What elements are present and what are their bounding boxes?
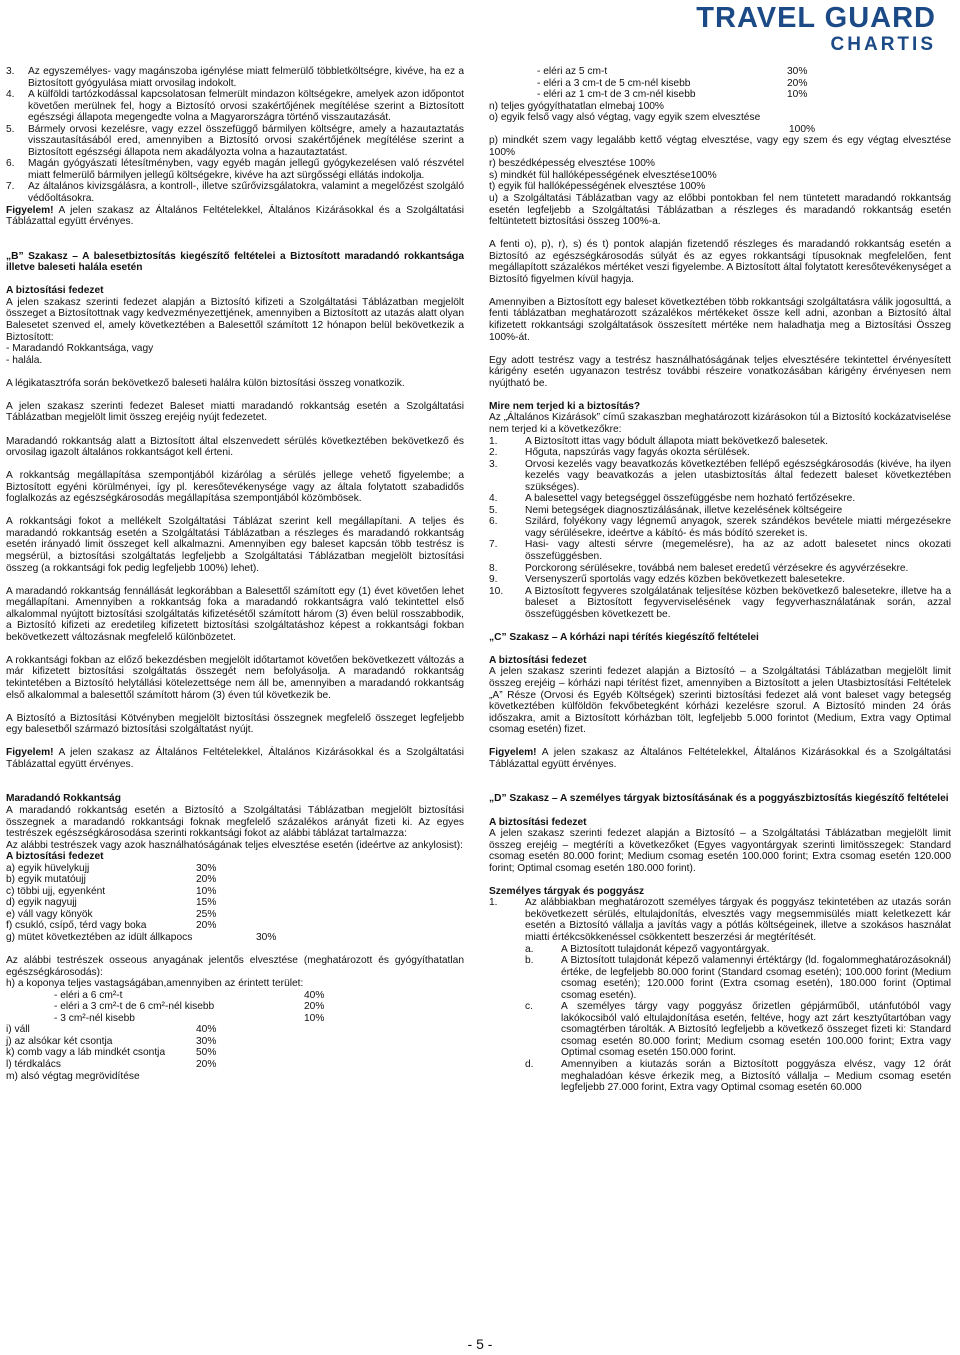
paragraph: - halála. xyxy=(6,354,43,366)
paragraph: h) a koponya teljes vastagságában,amennyiben az érintett terület: xyxy=(6,978,304,990)
section-b-title: „B” Szakasz – A balesetbiztosítás kiegészítő feltételei a Biztosított maradandó rokkantsága illetve baleseti halála esetén xyxy=(6,250,464,274)
section-c-title: „C” Szakasz – A kórházi napi térítés kiegészítő feltételei xyxy=(489,631,759,643)
table-row: u) a Szolgáltatási Táblázatban vagy az előbbi pontokban fel nem tüntetett maradandó rokkantság esetén legfeljebb a Szolgáltatási Táblázatban a részleges és maradandó rokkantság esetén feltüntetett biztosítási összeg 100%-a. xyxy=(489,193,951,228)
notice: Figyelem! A jelen szakasz az Általános Feltételekkel, Általános Kizárásokkal és a Szolgáltatási Táblázattal együtt érvényes. xyxy=(489,747,951,770)
table-row: p) mindkét szem vagy legalább kettő végtag elvesztése, vagy egy szem és egy végtag elvesztése 100% xyxy=(489,135,951,158)
table-row: k) comb vagy a láb mindkét csontja 50% xyxy=(6,1047,217,1059)
table-row: n) teljes gyógyíthatatlan elmebaj 100% xyxy=(489,100,664,112)
right-column xyxy=(489,66,951,1094)
paragraph: A rokkantsági fokot a mellékelt Szolgáltatási Táblázat szerint kell megállapítani. A teljes és maradandó rokkantság esetén a Szolgáltatási Táblázatban a részleges és maradandó rokkantság esetén irányadó limit összeget kell alkalmazni. Amennyiben egy baleset kapcsán több testrész is megsérül, a biztosítási szolgáltatás legfeljebb a Szolgáltatási Táblázatban megjelölt biztosítási összeg (a rokkantsági fok pedig legfeljebb 100%) lehet). xyxy=(6,516,464,574)
subheading: Maradandó Rokkantság xyxy=(6,793,121,805)
logo-line1: TRAVEL GUARD xyxy=(696,2,936,34)
paragraph: Amennyiben a Biztosított egy baleset következtében több rokkantsági szolgáltatásra válik jogosulttá, a fenti táblázatban meghatározott százalékos mértékeket össze kell adni, azonban a Biztosító által kifizetett rokkantsági szolgáltatások összesített mértéke nem haladhatja meg a Biztosítási Összeg 100%-át. xyxy=(489,296,951,343)
table-row: - 3 cm²-nél kisebb 10% xyxy=(54,1012,325,1024)
list-item: d. Amennyiben a kiutazás során a Biztosított poggyásza elvész, vagy 12 órát meghaladóan késve érkezik meg, a Biztosító vállalja – Medium csomag esetén legfeljebb 27.000 forint, Extra vagy Optimal csomag esetén 60.000 xyxy=(525,1059,951,1094)
paragraph: Az alábbi testrészek vagy azok használhatóságának teljes elvesztése esetén (ideértve az ankylosist): xyxy=(6,839,463,851)
list-item: 4. A külföldi tartózkodással kapcsolatosan felmerült mindazon költségekre, amelyek azon időpontot követően merülnek fel, hogy a Biztosító orvosi szakértőjének megítélése szerint a Biztosított egészségi állapota megengedte volna a Magyarországra történő visszautazását. xyxy=(6,89,464,124)
list-item: 3. Az egyszemélyes- vagy magánszoba igénylése miatt felmerülő többletköltségre, kivéve, ha ez a Biztosított gyógyulása miatt orvosilag indokolt. xyxy=(6,66,464,89)
list-item: 6. Magán gyógyászati létesítményben, vagy egyéb magán jellegű gyógykezelésen való részvétel miatt felmerülő bármilyen jellegű költségekre, kivéve ha azt sürgősségi ellátás indokolja. xyxy=(6,158,464,181)
paragraph: - Maradandó Rokkantsága, vagy xyxy=(6,343,154,355)
table-row: c) többi ujj, egyenként 10% xyxy=(6,885,217,897)
paragraph: A rokkantság megállapítása szempontjából kizárólag a sérülés jellege vehető figyelembe; a Biztosított egyéni körülményei, így pl. keresőtevékenysége vagy az általa folytatott szabadidős foglalkozás az egészségkárosodás megállapítása szempontjából közömbösek. xyxy=(6,470,464,505)
table-row: l) térdkalács 20% xyxy=(6,1059,217,1071)
notice: Figyelem! A jelen szakasz az Általános Feltételekkel, Általános Kizárásokkal és a Szolgáltatási Táblázattal együtt érvényes. xyxy=(6,747,464,770)
table-row: s) mindkét fül hallóképességének elvesztése100% xyxy=(489,169,717,181)
left-column xyxy=(6,66,464,1082)
list-item: 8. Porckorong sérülésekre, továbbá nem baleset eredetű vérzésekre és agyvérzésekre. xyxy=(489,562,909,574)
list-item: 10. A Biztosított fegyveres szolgálatának teljesítése közben bekövetkező balesetekre, illetve ha a baleset a Biztosított fegyverviselésének vagy fegyverhasználatának során, azzal összefüggésben következett be. xyxy=(489,585,951,620)
list-item: 9. Versenyszerű sportolás vagy edzés közben bekövetkezett balesetekre. xyxy=(489,574,845,586)
travel-guard-logo xyxy=(696,2,936,56)
paragraph: A fenti o), p), r), s) és t) pontok alapján fizetendő részleges és maradandó rokkantság esetén a Biztosító az egészségkárosodás súlyát és az egyes rokkantsági típusoknak megfelelően, fent megállapított százalékos mértéket veszi figyelembe. A Biztosított által folytatott keresőtevékenységet a Biztosító figyelmen kívül hagyja. xyxy=(489,239,951,285)
logo-line2: CHARTIS xyxy=(830,34,936,55)
paragraph: A légikatasztrófa során bekövetkező baleseti halálra külön biztosítási összeg vonatkozik. xyxy=(6,377,405,389)
table-row: j) az alsókar két csontja 30% xyxy=(6,1035,217,1047)
list-item: 2. Hőguta, napszúrás vagy fagyás okozta sérülések. xyxy=(489,447,750,459)
table-row: - eléri a 6 cm²-t 40% xyxy=(54,989,325,1001)
list-item: 1. A Biztosított ittas vagy bódult állapota miatt bekövetkező balesetek. xyxy=(489,435,828,447)
list-item: 4. A balesettel vagy betegséggel összefüggésbe nem hozható fertőzésekre. xyxy=(489,493,856,505)
page-number: - 5 - xyxy=(467,1336,493,1352)
paragraph: A rokkantsági fokban az előző bekezdésben megjelölt időtartamot követően bekövetkezett változás a már kifizetett biztosítási szolgáltatás összegét nem befolyásolja. A maradandó rokkantság tekintetében a Biztosító helytállási kötelezettsége nem áll be, amennyiben a maradandó rokkantság első alkalommal a balesettől számított három (3) éven túl következik be. xyxy=(6,654,464,701)
table-row: a) egyik hüvelykujj 30% xyxy=(6,862,217,874)
list-item: c. A személyes tárgy vagy poggyász őrizetlen gépjárműből, utánfutóból vagy lakókocsiból való eltulajdonítása esetén, feltéve, hogy azt zárt kesztyűtartóban vagy csomagtérben tárolták. A Biztosító legfeljebb a következő összeget fizeti ki: Standard csomag esetén 80.000 forint; Medium csomag esetén 100.000 forint; Extra vagy Optimal csomag esetén 150.000 forint. xyxy=(525,1001,951,1059)
table-row: t) egyik fül hallóképességének elvesztése 100% xyxy=(489,181,706,193)
section-d-title: „D” Szakasz – A személyes tárgyak biztosításának és a poggyászbiztosítás kiegészítő feltételei xyxy=(489,793,949,805)
subheading: A biztosítási fedezet xyxy=(6,285,104,297)
table-row: - eléri az 1 cm-t de 3 cm-nél kisebb 10% xyxy=(537,89,808,101)
list-item: 5. Bármely orvosi kezelésre, vagy ezzel összefüggő bármilyen költségre, amely a hazautaztatás visszautasításából ered, amennyiben a Biztosító orvosi szakértőjének megítélése szerint a Biztosított egészségi állapota nem akadályozta volna a hazautaztatást. xyxy=(6,123,464,158)
table-row: d) egyik nagyujj 15% xyxy=(6,897,217,909)
list-item: 3. Orvosi kezelés vagy beavatkozás következtében fellépő egészségkárosodás (kivéve, ha ilyen kezelés vagy beavatkozás a jelen utasbiztosítás által fedezett baleset következtében szükséges). xyxy=(489,458,951,493)
table-row: g) mütet következtében az idült állkapocs 30% xyxy=(6,932,277,944)
paragraph: Az alábbi testrészek osseous anyagának jelentős elvesztése (meghatározott és gyógyíthatatlan egészségkárosodás): xyxy=(6,955,464,978)
subheading: A biztosítási fedezet xyxy=(489,816,587,828)
subheading: A biztosítási fedezet xyxy=(489,654,587,666)
table-row: r) beszédképesség elvesztése 100% xyxy=(489,158,655,170)
table-row: - eléri a 3 cm²-t de 6 cm²-nél kisebb 20% xyxy=(54,1001,325,1013)
table-row: f) csukló, csípő, térd vagy boka 20% xyxy=(6,920,217,932)
table-row: o) egyik felső vagy alsó végtag, vagy egyik szem elvesztése xyxy=(489,112,761,124)
list-item: 5. Nemi betegségek diagnosztizálásának, illetve kezelésének költségeire xyxy=(489,504,843,516)
list-item: 7. Hasi- vagy altesti sérvre (megemelésre), ha az az adott balesetet nincs okozati összefüggésben. xyxy=(489,539,951,562)
notice: Figyelem! A jelen szakasz az Általános Feltételekkel, Általános Kizárásokkal és a Szolgáltatási Táblázattal együtt érvényes. xyxy=(6,204,464,228)
table-row: - eléri a 3 cm-t de 5 cm-nél kisebb 20% xyxy=(537,77,808,89)
paragraph: Az „Általános Kizárások” című szakaszban meghatározott kizárásokon túl a Biztosító kockázatviselése nem terjed ki a következőkre: xyxy=(489,412,951,435)
table-row: b) egyik mutatóujj 20% xyxy=(6,874,217,886)
subheading: Személyes tárgyak és poggyász xyxy=(489,885,645,897)
paragraph: A jelen szakasz szerinti fedezet Baleset miatti maradandó rokkantság esetén a Szolgáltatási Táblázatban megjelölt limit összeg erejéig nyújt fedezetet. xyxy=(6,400,464,424)
list-item: a. A Biztosított tulajdonát képező vagyontárgyak. xyxy=(525,943,770,955)
paragraph: A maradandó rokkantság esetén a Biztosító a Szolgáltatási Táblázatban megjelölt biztosítási összegnek a maradandó rokkantsági foknak megfelelő százalékos arányát fizeti ki. Az egyes testrészek egészségkárosodása szerinti rokkantsági fokot az alábbi táblázat tartalmazza: xyxy=(6,805,464,840)
paragraph: A Biztosító a Biztosítási Kötvényben megjelölt biztosítási összegnek megfelelő összeget legfeljebb egy balesetből származó biztosítási szolgáltatást nyújt. xyxy=(6,712,464,736)
paragraph: A maradandó rokkantság fennállását legkorábban a Balesettől számított egy (1) évet követően lehet megállapítani. Amennyiben a rokkantság foka a maradandó rokkantságra való tekintettel első alkalommal nyújtott biztosítási szolgáltatás kifizetésétől számított három (3) éven belül rosszabbodik, a Biztosító kifizeti az eredetileg kifizetett biztosítási szolgáltatáshoz képest a rokkantsági fokban bekövetkezett változásnak megfelelő különbözetet. xyxy=(6,585,464,643)
paragraph: A jelen szakasz szerinti fedezet alapján a Biztosító kifizeti a Szolgáltatási Táblázatban megjelölt összeget a Biztosítottnak vagy kedvezményezettjének, amennyiben a Biztosított az utazás alatt olyan Balesetet szenved el, amely következtében a Balesettől számított 12 hónapon belül bekövetkezik a Biztosított: xyxy=(6,296,464,343)
table-row: 100% xyxy=(789,123,816,135)
paragraph: Egy adott testrész vagy a testrész használhatóságának teljes elvesztésére tekintettel érvényesített kárigény esetén ugyanazon testrész további részeire vonatkozásában kárigény érvényesen nem nyújtható be. xyxy=(489,354,951,389)
paragraph: A jelen szakasz szerinti fedezet alapján a Biztosító – a Szolgáltatási Táblázatban megjelölt limit összeg erejéig – kórházi napi térítést fizet, amennyiben a Biztosított a jelen Utasbiztosítási Feltételek „A” Része (Orvosi és Egyéb Költségek) szerinti biztosítási fedezet alá vont baleset vagy betegség következtében külföldön fekvőbetegként kórházi kezelésre szorul. A Biztosító minden 24 órás időszakra, amit a Biztosított kórházban tölt, legfeljebb 5.000 forintot (Medium, Extra vagy Optimal csomag esetén) fizet. xyxy=(489,666,951,736)
list-item: 1. Az alábbiakban meghatározott személyes tárgyak és poggyász tekintetében az utazás során bekövetkezett sérülés, eltulajdonítás, elvesztés vagy megsemmisülés miatt keletkezett kár esetén a Biztosító vállalja a javítás vagy a pótlás költségeinek, illetve a szokásos használat miatti értékcsökkenéssel csökkentett beszerzési ár megtérítését. xyxy=(489,897,951,944)
list-item: b. A Biztosított tulajdonát képező valamennyi értéktárgy (ld. fogalommeghatározásoknál) értéke, de legfeljebb 80.000 forint (Standard csomag esetén); 100.000 forint (Medium csomag esetén); 120.000 forint (Extra csomag esetén), 180.000 forint (Optimal csomag esetén). xyxy=(525,955,951,1001)
list-item: 7. Az általános kivizsgálásra, a kontroll-, illetve szűrővizsgálatokra, valamint a megelőzést szolgáló védőoltásokra. xyxy=(6,181,464,205)
table-row: m) alsó végtag megrövidítése xyxy=(6,1070,140,1082)
list-item: 6. Szilárd, folyékony vagy légnemű anyagok, szerek szándékos bevétele miatti mérgezésekre vagy sérülésekre, ideértve a kábító- és más bódító szereket is. xyxy=(489,516,951,539)
paragraph: A jelen szakasz szerinti fedezet alapján a Biztosító – a Szolgáltatási Táblázatban megjelölt limit összeg erejéig – megtéríti a következőket (Egyes vagyontárgyak szerinti limitösszegek: Standard csomag esetén 80.000 forint; Medium csomag esetén 100.000 forint; Extra csomag esetén 120.000 forint; Optimal csomag esetén 180.000 forint). xyxy=(489,828,951,874)
paragraph: Maradandó rokkantság alatt a Biztosított által elszenvedett sérülés következtében bekövetkező és orvosilag igazolt általános rokkantságot kell érteni. xyxy=(6,435,464,459)
subheading: Mire nem terjed ki a biztosítás? xyxy=(489,400,641,412)
table-row: e) váll vagy könyök 25% xyxy=(6,908,217,920)
table-row: i) váll 40% xyxy=(6,1024,217,1036)
subheading: A biztosítási fedezet xyxy=(6,851,104,863)
table-row: - eléri az 5 cm-t 30% xyxy=(537,66,808,77)
